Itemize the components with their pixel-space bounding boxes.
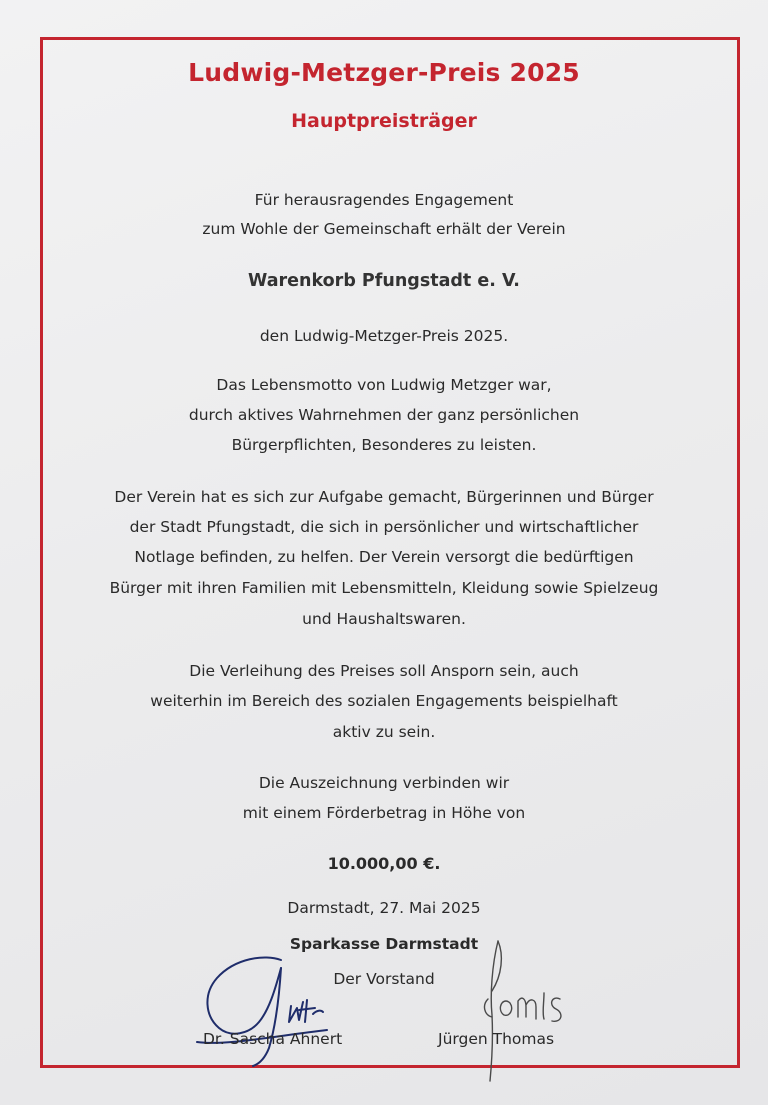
- mission-line-1: Der Verein hat es sich zur Aufgabe gemacht, Bürgerinnen und Bürger: [114, 488, 654, 506]
- award-line: den Ludwig-Metzger-Preis 2025.: [259, 327, 509, 345]
- mission-line-2: der Stadt Pfungstadt, die sich in persönlicher und wirtschaftlicher: [129, 518, 639, 536]
- motto-line-2: durch aktives Wahrnehmen der ganz persönlichen: [188, 406, 580, 424]
- place-date: Darmstadt, 27. Mai 2025: [287, 899, 481, 917]
- certificate-title: Ludwig-Metzger-Preis 2025: [188, 58, 580, 87]
- organization-name: Warenkorb Pfungstadt e. V.: [248, 271, 520, 291]
- intro-line-1: Für herausragendes Engagement: [254, 191, 514, 209]
- board-label: Der Vorstand: [333, 970, 435, 988]
- certificate-subtitle: Hauptpreisträger: [291, 110, 477, 132]
- encouragement-line-1: Die Verleihung des Preises soll Ansporn sein, auch: [189, 662, 579, 680]
- issuer-name: Sparkasse Darmstadt: [289, 935, 479, 953]
- mission-line-4: Bürger mit ihren Familien mit Lebensmitteln, Kleidung sowie Spielzeug: [109, 579, 659, 597]
- funding-line-2: mit einem Förderbetrag in Höhe von: [242, 804, 526, 822]
- funding-line-1: Die Auszeichnung verbinden wir: [258, 774, 510, 792]
- encouragement-line-3: aktiv zu sein.: [332, 723, 436, 741]
- mission-line-3: Notlage befinden, zu helfen. Der Verein versorgt die bedürftigen: [134, 548, 634, 566]
- motto-line-1: Das Lebensmotto von Ludwig Metzger war,: [216, 376, 552, 394]
- mission-line-5: und Haushaltswaren.: [302, 610, 466, 628]
- signature-left: [195, 950, 345, 1070]
- signature-right: [478, 935, 578, 1085]
- intro-line-2: zum Wohle der Gemeinschaft erhält der Verein: [202, 220, 566, 238]
- signatory-right-name: Jürgen Thomas: [438, 1030, 555, 1048]
- signatory-left-name: Dr. Sascha Ahnert: [203, 1030, 343, 1048]
- encouragement-line-2: weiterhin im Bereich des sozialen Engagements beispielhaft: [150, 692, 618, 710]
- motto-line-3: Bürgerpflichten, Besonderes zu leisten.: [231, 436, 537, 454]
- funding-amount: 10.000,00 €.: [327, 854, 441, 873]
